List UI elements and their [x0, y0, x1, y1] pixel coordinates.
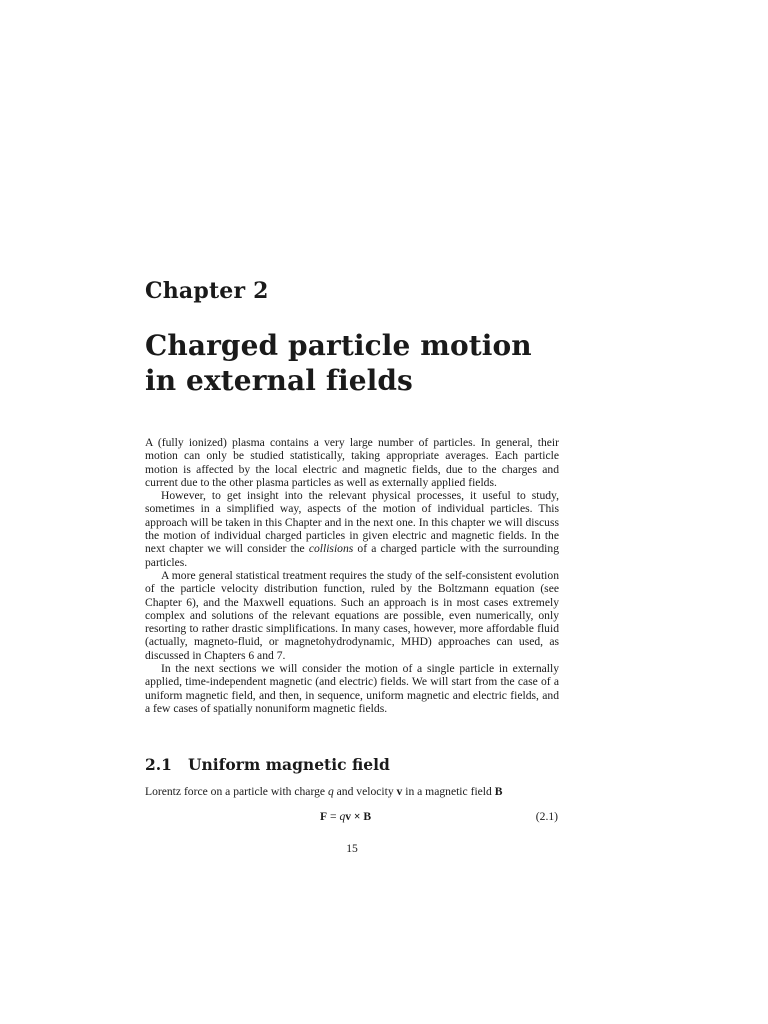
equation-charge: q	[339, 810, 346, 823]
equation-equals: =	[327, 810, 340, 823]
symbol-B: B	[494, 785, 503, 798]
section-number: 2.1	[145, 755, 172, 774]
equation-number: (2.1)	[535, 810, 558, 823]
paragraph-4-text: In the next sections we will consider the motion of a single particle in externally applied, time-independent magnetic (and electric) fields. We will start from the case of a uniform magnetic field, and then, in sequence, uniform magnetic and electric fields, and a few cases of spatially nonuniform magnetic fields.	[145, 662, 559, 715]
page-number: 15	[346, 842, 358, 855]
paragraph-1-text: A (fully ionized) plasma contains a very large number of particles. In general, their motion can only be studied statistically, taking appropriate averages. Each particle motion is affected by the local electric and magnetic fields, due to the charges and current due to the other plasma particles as well as externally applied fields.	[145, 436, 559, 489]
equation-rhs: v × B	[345, 810, 372, 823]
equation-body	[320, 810, 371, 824]
symbol-v: v	[396, 785, 403, 798]
equation-lhs: F	[320, 810, 328, 823]
section-intro-text	[145, 785, 559, 798]
paragraph-2-text: However, to get insight into the relevant physical processes, it useful to study, sometimes in a simplified way, aspects of the motion of individual particles. This approach will be taken in this Chapter and in the next one. In this chapter we will discuss the motion of individual charged particles in given electric and magnetic fields. In the next chapter we will consider the	[145, 489, 559, 556]
section-intro-part-1: Lorentz force on a particle with charge	[145, 785, 328, 798]
paragraph-2	[145, 489, 559, 569]
paragraph-1	[145, 436, 559, 489]
section-intro-part-2: and velocity	[333, 785, 397, 798]
paragraph-2-text-end: of a charged particle with the surrounding particles.	[145, 542, 560, 569]
paragraph-3-text: A more general statistical treatment requires the study of the self-consistent evolution of the particle velocity distribution function, ruled by the Boltzmann equation (see Chapter 6), and the Maxwell equations. Such an approach is in most cases extremely complex and solutions of the relevant equations are possible, even numerically, only resorting to rather drastic simplifications. In many cases, however, more affordable fluid (actually, magneto-fluid, or magnetohydrodynamic, MHD) approaches can used, as discussed in Chapters 6 and 7.	[145, 568, 559, 662]
chapter-intro-text	[145, 436, 559, 715]
paragraph-2-emphasis: collisions	[308, 542, 354, 556]
section-intro-part-3: in a magnetic field	[402, 785, 495, 798]
chapter-title: Charged particle motion in external fields	[145, 329, 532, 397]
chapter-label: Chapter 2	[145, 278, 269, 304]
book-page	[145, 0, 559, 1024]
symbol-q: q	[327, 785, 334, 798]
paragraph-4	[145, 662, 559, 715]
paragraph-3	[145, 569, 559, 662]
section-title: Uniform magnetic field	[188, 755, 390, 774]
section-heading	[145, 755, 390, 774]
